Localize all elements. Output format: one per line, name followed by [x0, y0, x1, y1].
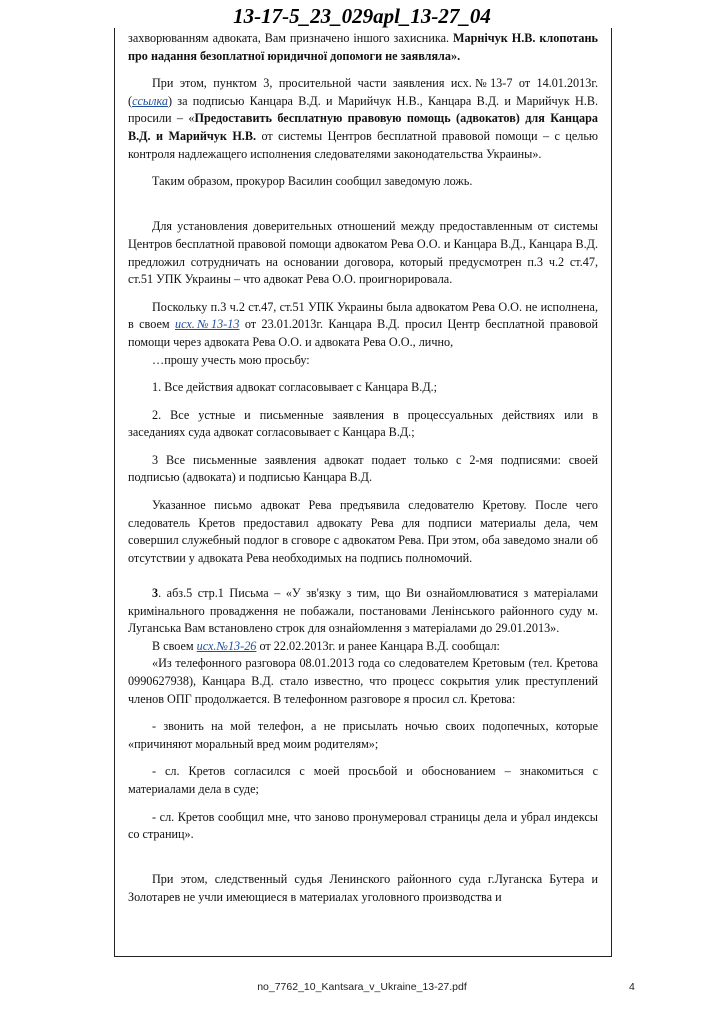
paragraph-17: При этом, следственный судья Ленинского районного суда г.Луганска Бутера и Золотарев не учли имеющиеся в материалах уголовного производства и [128, 872, 598, 904]
reference-link[interactable]: исх.№13-13 [175, 317, 240, 332]
paragraph-6: …прошу учесть мою просьбу: [152, 352, 310, 367]
quote-item-1: - звонить на мой телефон, а не присылать ночью своих подопечных, которые «причиняют моральный вред моим родителям»; [128, 719, 598, 751]
paragraph-11 [128, 585, 598, 638]
paragraph-5 [128, 299, 598, 352]
list-item-1: 1. Все действия адвокат согласовывает с Канцара В.Д.; [152, 380, 438, 395]
text-run: В своем [152, 638, 197, 653]
paragraph-3: Таким образом, прокурор Василин сообщил заведомую ложь. [152, 174, 473, 189]
paragraph-10: Указанное письмо адвокат Рева предъявила следователю Кретову. После чего следователь Кретов предоставил адвокату Рева для подписи материалы дела, чем совершил служебный подлог в сговоре с адвокатом Рева. При этом, оба заведомо знали об отсутствии у адвоката Рева необходимых на подпись полномочий. [128, 498, 598, 565]
text-run: ) за подписью Канцара В.Д. и Марийчук Н.В., Канцара В.Д. и Марийчук Н.В. просили – « [128, 93, 598, 126]
text-run: от 22.02.2013г. и ранее Канцара В.Д. сообщал: [256, 638, 500, 653]
bold-text: Предоставить бесплатную правовую помощь (адвокатов) для Канцара В.Д. и Марийчук Н.В. [128, 111, 598, 143]
quote-paragraph: «Из телефонного разговора 08.01.2013 года со следователем Кретовым (тел. Кретова 0990627938), Канцара В.Д. стало известно, что процесс сокрытия улик преступлений членов ОПГ продолжается. В телефонном разговоре я просил сл. Кретова: [128, 656, 598, 706]
text-run: При этом, пунктом 3, просительной части заявления исх.№13-7 от 14.01.2013г. ( [128, 76, 598, 108]
document-title: 13-17-5_23_029apl_13-27_04 [233, 4, 491, 28]
bold-number: 3 [152, 586, 159, 601]
text-run: от системы Центров бесплатной правовой помощи – с целью контроля надлежащего исполнения следователями законодательства Украины». [128, 128, 598, 161]
text-run: . абз.5 стр.1 Письма – «У зв'язку з тим, що Ви ознайомлюватися з матеріалами кримінального провадження не побажали, постановами Ленінського районного суду м. Луганська Вам встановлено строк для ознайомлення з матеріалами до 29.01.2013». [128, 586, 598, 636]
paragraph-4: Для установления доверительных отношений между предоставленным от системы Центров бесплатной правовой помощи адвокатом Рева О.О. и Канцара В.Д., Канцара В.Д. предложил сотрудничать на основании договора, который предусмотрен п.3 ч.2 ст.47, ст.51 УПК Украины – что адвокат Рева О.О. проигнорировала. [128, 219, 598, 287]
paragraph-12 [128, 638, 598, 656]
text-run: Поскольку п.3 ч.2 ст.47, ст.51 УПК Украины была адвокатом Рева О.О. не исполнена, в своем [128, 299, 598, 332]
text-run: захворюванням адвоката, Вам призначено іншого захисника. [128, 31, 453, 45]
list-item-3: 3 Все письменные заявления адвокат подает только с 2-мя подписями: своей подписью (адвоката) и подписью Канцара В.Д. [128, 452, 598, 485]
reference-link[interactable]: исх.№13-26 [196, 638, 257, 653]
reference-link[interactable]: ссылка [132, 93, 168, 108]
document-body [128, 30, 598, 907]
paragraph-2 [128, 75, 598, 163]
quote-item-3: - сл. Кретов сообщил мне, что заново пронумеровал страницы дела и убрал индексы со страниц». [128, 809, 598, 842]
list-item-2: 2. Все устные и письменные заявления в процессуальных действиях или в заседаниях суда адвокат согласовывает с Канцара В.Д.; [128, 407, 598, 440]
footer-page-number: 4 [629, 981, 635, 993]
text-run: от 23.01.2013г. Канцара В.Д. просил Центр бесплатной правовой помощи через адвоката Рева О.О. и адвоката Рева О.О., лично, [128, 317, 598, 349]
paragraph-1 [128, 30, 598, 65]
quote-item-2: - сл. Кретов согласился с моей просьбой и обоснованием – знакомиться с материалами дела в суде; [128, 764, 598, 796]
footer-filename: no_7762_10_Kantsara_v_Ukraine_13-27.pdf [257, 981, 467, 993]
bold-text: Марнічук Н.В. клопотань про надання безоплатної юридичної допомоги не заявляла». [128, 31, 598, 63]
